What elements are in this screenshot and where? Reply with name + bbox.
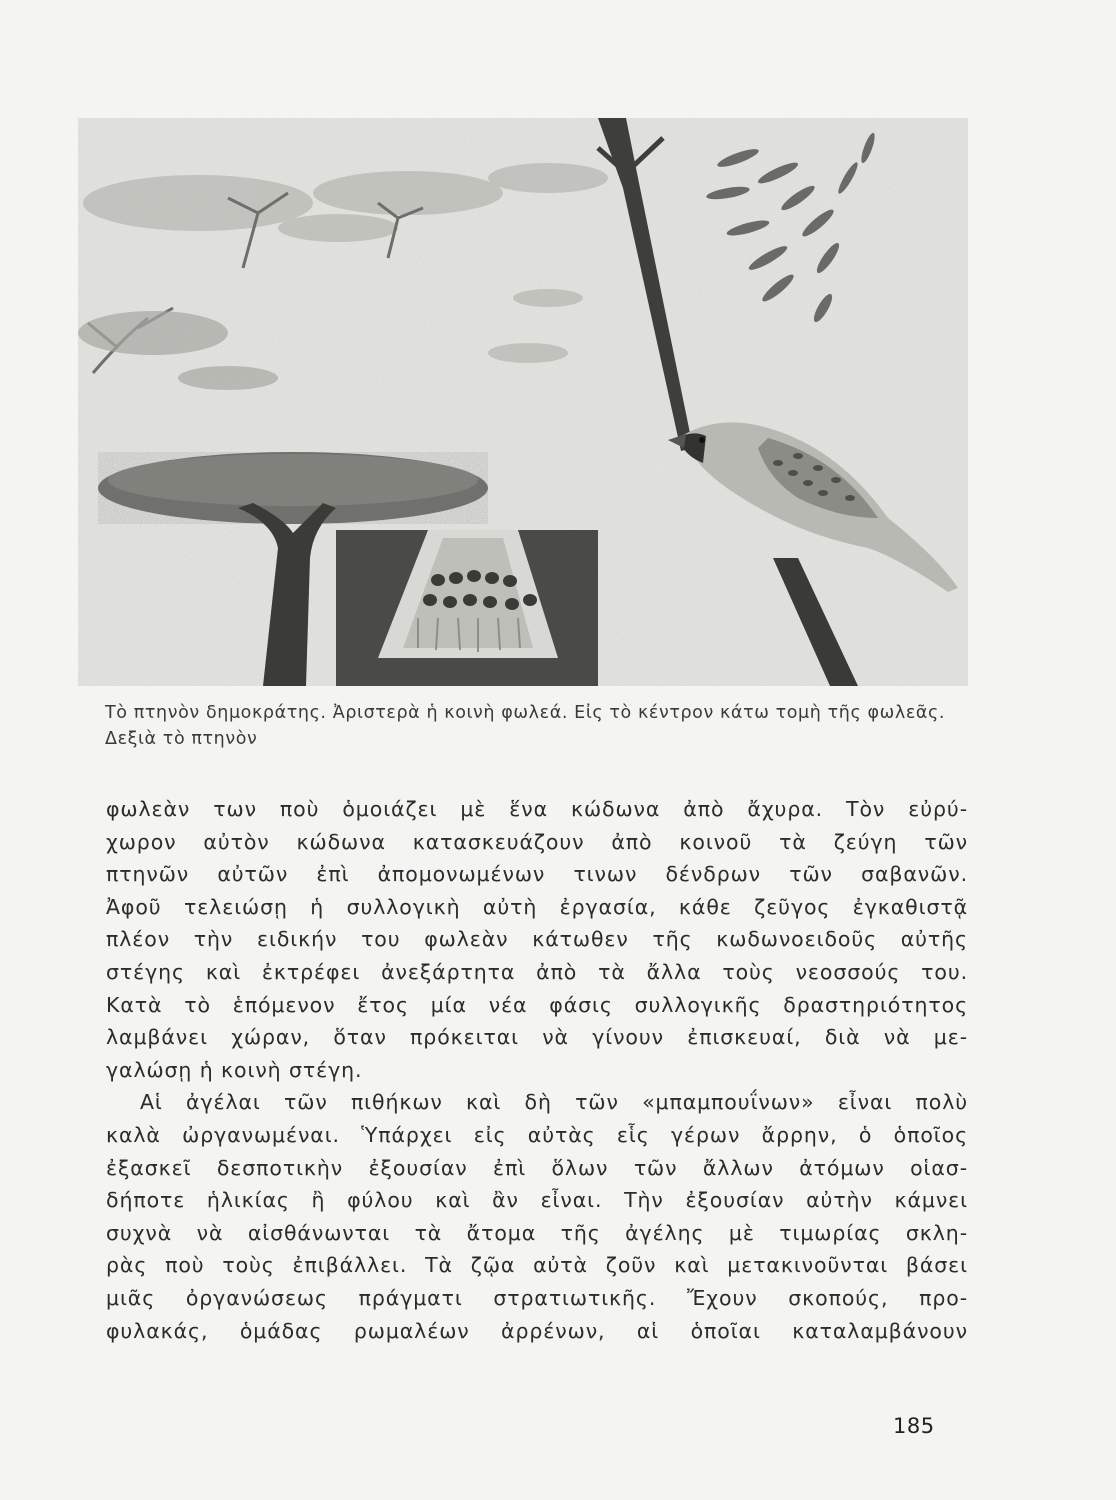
text-line: πτηνῶν αὐτῶν ἐπὶ ἀπομονωμένων τινων δένδρων τῶν σαβανῶν. bbox=[106, 862, 968, 887]
text-line: χωρον αὐτὸν κώδωνα κατασκευάζουν ἀπὸ κοινοῦ τὰ ζεύγη τῶν bbox=[106, 829, 968, 854]
text-line: Κατὰ τὸ ἑπόμενον ἔτος μία νέα φάσις συλλογικῆς δραστηριότητος bbox=[106, 992, 968, 1017]
illustration-figure bbox=[78, 118, 968, 686]
text-line: στέγης καὶ ἐκτρέφει ἀνεξάρτητα ἀπὸ τὰ ἄλλα τοὺς νεοσσούς του. bbox=[106, 959, 968, 984]
text-line: δήποτε ἡλικίας ἢ φύλου καὶ ἂν εἶναι. Τὴν ἐξουσίαν αὐτὴν κάμνει bbox=[106, 1188, 968, 1213]
text-line: ρὰς ποὺ τοὺς ἐπιβάλλει. Τὰ ζῷα αὐτὰ ζοῦν καὶ μετακινοῦνται βάσει bbox=[106, 1253, 968, 1278]
text-line: καλὰ ὠργανωμέναι. Ὑπάρχει εἰς αὐτὰς εἷς γέρων ἄρρην, ὁ ὁποῖος bbox=[106, 1122, 968, 1147]
text-line: γαλώσῃ ἡ κοινὴ στέγη. bbox=[106, 1057, 363, 1082]
text-line: μιᾶς ὀργανώσεως πράγματι στρατιωτικῆς. Ἔχουν σκοπούς, προ- bbox=[106, 1285, 968, 1310]
figure-caption: Τὸ πτηνὸν δημοκράτης. Ἀριστερὰ ἡ κοινὴ φωλεά. Εἰς τὸ κέντρον κάτω τομὴ τῆς φωλεᾶς. Δεξιὰ τὸ πτηνὸν bbox=[105, 703, 946, 749]
text-line: Αἱ ἀγέλαι τῶν πιθήκων καὶ δὴ τῶν «μπαμπουΐνων» εἶναι πολὺ bbox=[140, 1090, 968, 1115]
text-line: Ἀφοῦ τελειώσῃ ἡ συλλογικὴ αὐτὴ ἐργασία, κάθε ζεῦγος ἐγκαθιστᾷ bbox=[106, 894, 968, 919]
text-line: φυλακάς, ὁμάδας ρωμαλέων ἀρρένων, αἱ ὁποῖαι καταλαμβάνουν bbox=[106, 1318, 968, 1343]
text-line: λαμβάνει χώραν, ὅταν πρόκειται νὰ γίνουν ἐπισκευαί, διὰ νὰ με- bbox=[106, 1025, 968, 1050]
text-line: φωλεὰν των ποὺ ὁμοιάζει μὲ ἕνα κώδωνα ἀπὸ ἄχυρα. Τὸν εὐρύ- bbox=[106, 797, 968, 821]
text-line: πλέον τὴν ειδικήν του φωλεὰν κάτωθεν τῆς κωδωνοειδοῦς αὐτῆς bbox=[106, 927, 968, 952]
text-line: ἐξασκεῖ δεσποτικὴν ἐξουσίαν ἐπὶ ὅλων τῶν ἄλλων ἀτόμων οἱασ- bbox=[106, 1155, 968, 1180]
nest-cross-section bbox=[336, 530, 598, 686]
page-number: 185 bbox=[893, 1414, 935, 1438]
text-line: συχνὰ νὰ αἰσθάνωνται τὰ ἄτομα τῆς ἀγέλης μὲ τιμωρίας σκλη- bbox=[106, 1220, 968, 1245]
body-text bbox=[106, 793, 968, 1347]
weaver-bird-illustration bbox=[78, 118, 968, 686]
